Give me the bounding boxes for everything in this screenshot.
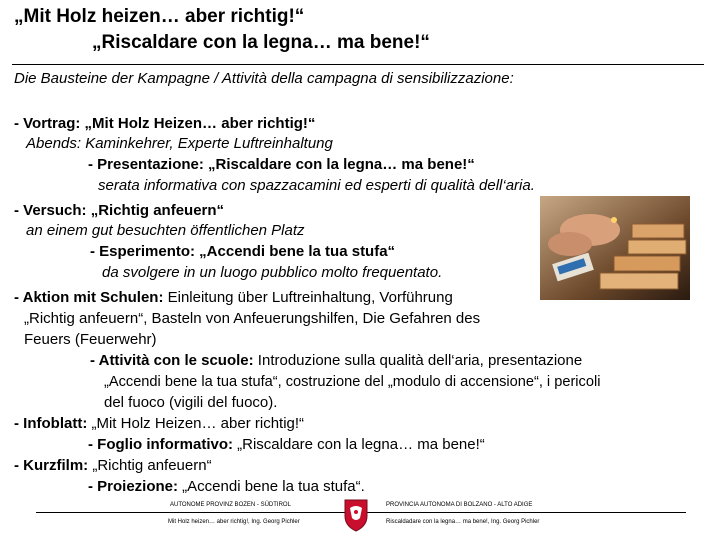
- schools-de-line2: „Richtig anfeuern“, Basteln von Anfeuerungshilfen, Die Gefahren des: [24, 310, 481, 327]
- schools-de-line3: Feuers (Feuerwehr): [24, 331, 157, 348]
- subtitle: Die Bausteine der Kampagne / Attività della campagna di sensibilizzazione:: [14, 70, 514, 87]
- experiment-it-label: - Esperimento: „Accendi bene la tua stufa“: [90, 243, 396, 260]
- experiment-de-desc: an einem gut besuchten öffentlichen Platz: [26, 222, 305, 239]
- footer-left-credit: Mit Holz heizen… aber richtig!, Ing. Georg Pichler: [168, 519, 300, 525]
- lecture-de-desc: Abends: Kaminkehrer, Experte Luftreinhaltung: [26, 135, 333, 152]
- schools-it-line3: del fuoco (vigili del fuoco).: [104, 394, 278, 411]
- title-italian: „Riscaldare con la legna… ma bene!“: [92, 32, 430, 53]
- film-it: - Proiezione: „Accendi bene la tua stufa“.: [88, 478, 365, 495]
- experiment-de-label: - Versuch: „Richtig anfeuern“: [14, 202, 225, 219]
- leaflet-de: - Infoblatt: „Mit Holz Heizen… aber richtig!“: [14, 415, 305, 432]
- title-divider: [12, 64, 704, 65]
- leaflet-it: - Foglio informativo: „Riscaldare con la legna… ma bene!“: [88, 436, 485, 453]
- coat-of-arms-icon: [343, 498, 369, 537]
- lecture-it-desc: serata informativa con spazzacamini ed esperti di qualità dell‘aria.: [98, 177, 535, 194]
- schools-it-line1: - Attività con le scuole: Introduzione sulla qualità dell‘aria, presentazione: [90, 352, 583, 369]
- schools-it-line2: „Accendi bene la tua stufa“, costruzione del „modulo di accensione“, i pericoli: [104, 374, 601, 390]
- lighting-fire-photo: [540, 196, 690, 300]
- title-german: „Mit Holz heizen… aber richtig!“: [14, 6, 305, 27]
- lecture-it-label: - Presentazione: „Riscaldare con la legna… ma bene!“: [88, 156, 475, 173]
- lecture-de-label: - Vortrag: „Mit Holz Heizen… aber richtig!“: [14, 115, 316, 132]
- footer-right-credit: Riscaldadare con la legna… ma bene!, Ing. Georg Pichler: [386, 519, 540, 525]
- footer-right-org: PROVINCIA AUTONOMA DI BOLZANO - ALTO ADIGE: [386, 502, 533, 508]
- film-de: - Kurzfilm: „Richtig anfeuern“: [14, 457, 212, 474]
- schools-de-line1: - Aktion mit Schulen: Einleitung über Luftreinhaltung, Vorführung: [14, 289, 453, 306]
- footer-left-org: AUTONOME PROVINZ BOZEN - SÜDTIROL: [170, 502, 291, 508]
- experiment-it-desc: da svolgere in un luogo pubblico molto frequentato.: [102, 264, 443, 281]
